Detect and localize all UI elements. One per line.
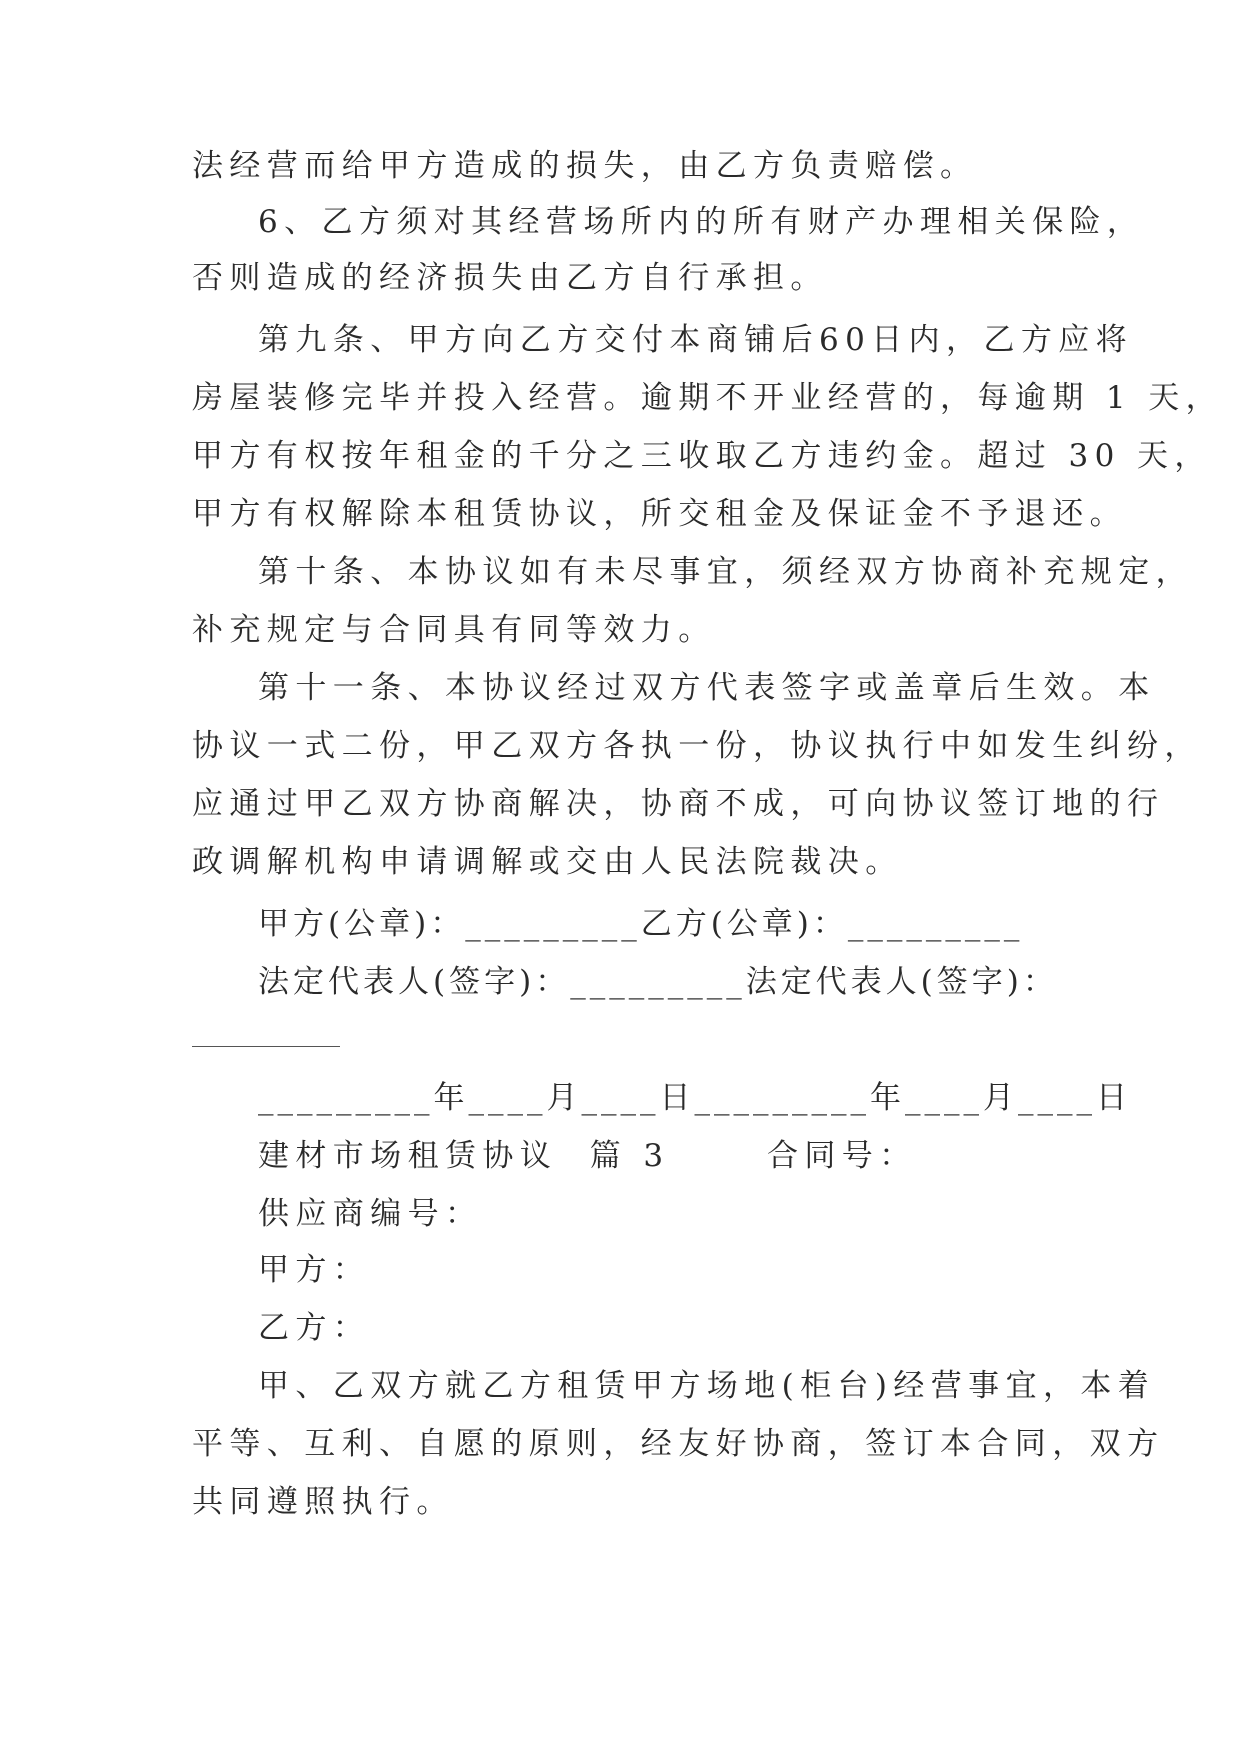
supplier-number-line: 供应商编号： xyxy=(258,1196,483,1232)
text-line: 补充规定与合同具有同等效力。 xyxy=(192,612,716,648)
text-line: 第十一条、本协议经过双方代表签字或盖章后生效。本 xyxy=(258,670,1156,706)
text-line: 平等、互利、自愿的原则，经友好协商，签订本合同，双方 xyxy=(192,1426,1165,1462)
text-line: 甲方有权解除本租赁协议，所交租金及保证金不予退还。 xyxy=(192,496,1127,532)
party-seal-line: 甲方(公章)：_________乙方(公章)：_________ xyxy=(258,906,1024,942)
date-line: _________年____月____日_________年____月____日 xyxy=(258,1080,1131,1116)
text-line: 第十条、本协议如有未尽事宜，须经双方协商补充规定， xyxy=(258,554,1193,590)
text-line: 法经营而给甲方造成的损失，由乙方负责赔偿。 xyxy=(192,148,978,184)
text-line: 甲、乙双方就乙方租赁甲方场地(柜台)经营事宜，本着 xyxy=(258,1368,1156,1404)
text-line: 共同遵照执行。 xyxy=(192,1484,454,1520)
text-line: 政调解机构申请调解或交由人民法院裁决。 xyxy=(192,844,903,880)
section-heading: 建材市场租赁协议 篇 3 合同号： xyxy=(258,1138,917,1174)
text-line: 否则造成的经济损失由乙方自行承担。 xyxy=(192,260,828,296)
party-b-line: 乙方： xyxy=(258,1310,371,1346)
text-line: 甲方有权按年租金的千分之三收取乙方违约金。超过 30 天， xyxy=(192,438,1212,474)
party-a-line: 甲方： xyxy=(258,1252,371,1288)
text-line: 应通过甲乙双方协商解决，协商不成，可向协议签订地的行 xyxy=(192,786,1165,822)
text-line: 6、乙方须对其经营场所内的所有财产办理相关保险， xyxy=(258,204,1145,240)
representative-signature-line: 法定代表人(签字)：_________法定代表人(签字)： xyxy=(258,964,1058,1000)
signature-blank-line xyxy=(192,1046,340,1047)
text-line: 协议一式二份，甲乙双方各执一份，协议执行中如发生纠纷， xyxy=(192,728,1202,764)
text-line: 第九条、甲方向乙方交付本商铺后60日内，乙方应将 xyxy=(258,322,1134,358)
text-line: 房屋装修完毕并投入经营。逾期不开业经营的，每逾期 1 天， xyxy=(192,380,1224,416)
